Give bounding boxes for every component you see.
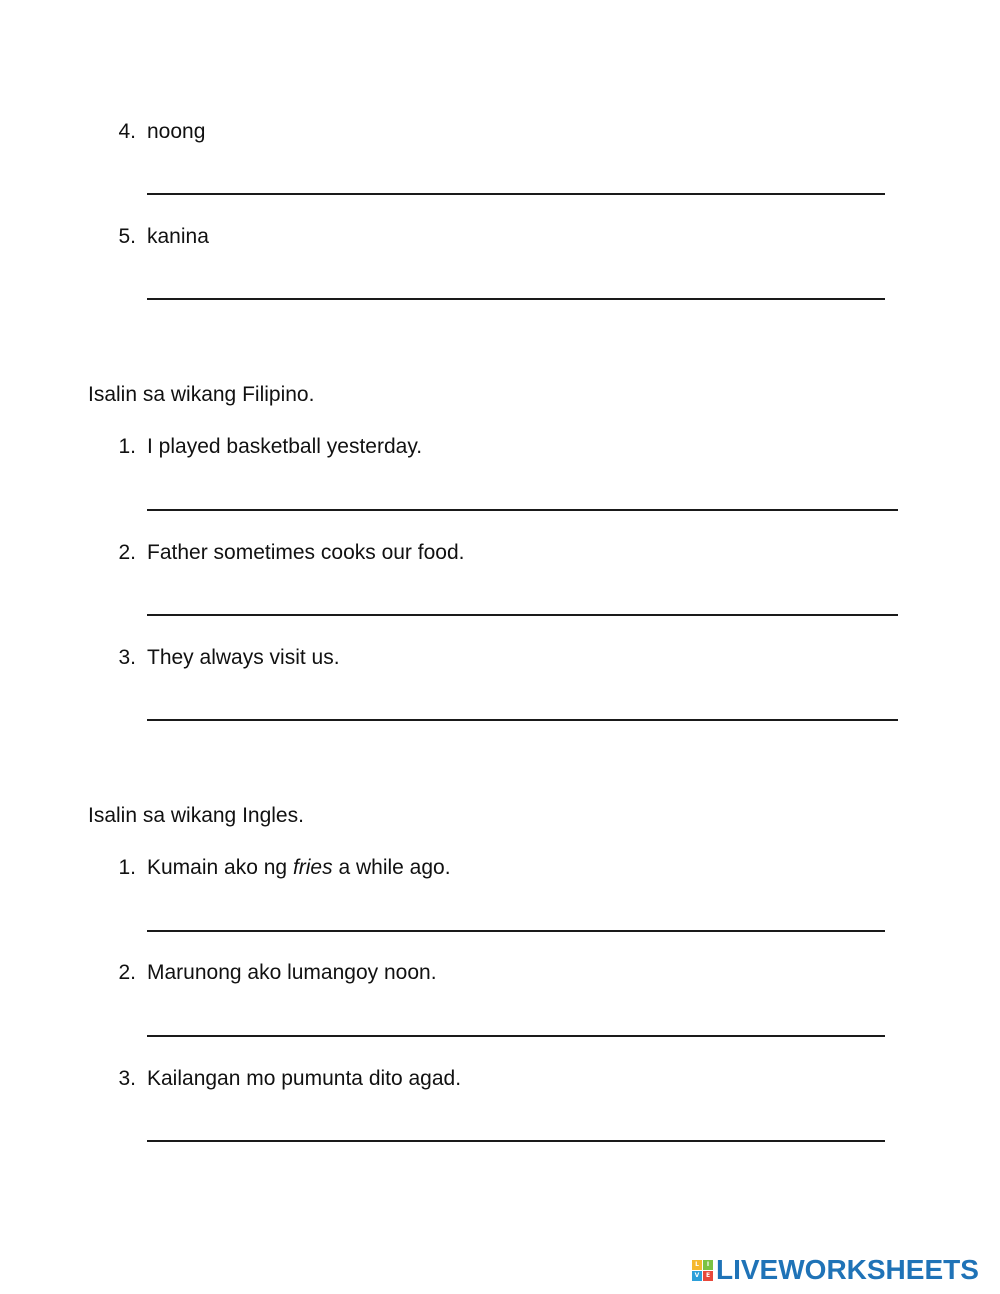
item-number: 2. — [118, 541, 136, 564]
answer-line[interactable] — [147, 930, 885, 932]
answer-line[interactable] — [147, 1035, 885, 1037]
item-word: noong — [147, 120, 206, 143]
answer-line[interactable] — [147, 1140, 885, 1142]
item-number: 5. — [118, 225, 136, 248]
sentence-part: a while ago. — [332, 856, 451, 879]
item-number: 2. — [118, 961, 136, 984]
section-instruction-english: Isalin sa wikang Ingles. — [88, 804, 304, 827]
logo-text: LIVEWORKSHEETS — [716, 1254, 979, 1285]
item-number: 3. — [118, 646, 136, 669]
item-sentence: They always visit us. — [147, 646, 340, 669]
liveworksheets-logo — [692, 1255, 979, 1285]
item-sentence: Father sometimes cooks our food. — [147, 541, 465, 564]
answer-line[interactable] — [147, 614, 898, 616]
item-sentence: Kailangan mo pumunta dito agad. — [147, 1067, 462, 1090]
answer-line[interactable] — [147, 719, 898, 721]
logo-block: I — [703, 1260, 713, 1270]
logo-block: L — [692, 1260, 702, 1270]
answer-line[interactable] — [147, 298, 885, 300]
sentence-part: Kumain ako ng — [147, 856, 293, 879]
item-number: 1. — [118, 435, 136, 458]
item-word: kanina — [147, 225, 209, 248]
logo-blocks-icon — [692, 1260, 713, 1281]
answer-line[interactable] — [147, 193, 885, 195]
item-number: 3. — [118, 1067, 136, 1090]
logo-block: V — [692, 1271, 702, 1281]
italic-word: fries — [292, 856, 333, 879]
item-number: 4. — [118, 120, 136, 143]
logo-block: E — [703, 1271, 713, 1281]
answer-line[interactable] — [147, 509, 898, 511]
item-sentence: Marunong ako lumangoy noon. — [147, 961, 437, 984]
item-number: 1. — [118, 856, 136, 879]
item-sentence — [147, 855, 451, 881]
section-instruction-filipino: Isalin sa wikang Filipino. — [88, 383, 315, 406]
item-sentence: I played basketball yesterday. — [147, 435, 423, 458]
